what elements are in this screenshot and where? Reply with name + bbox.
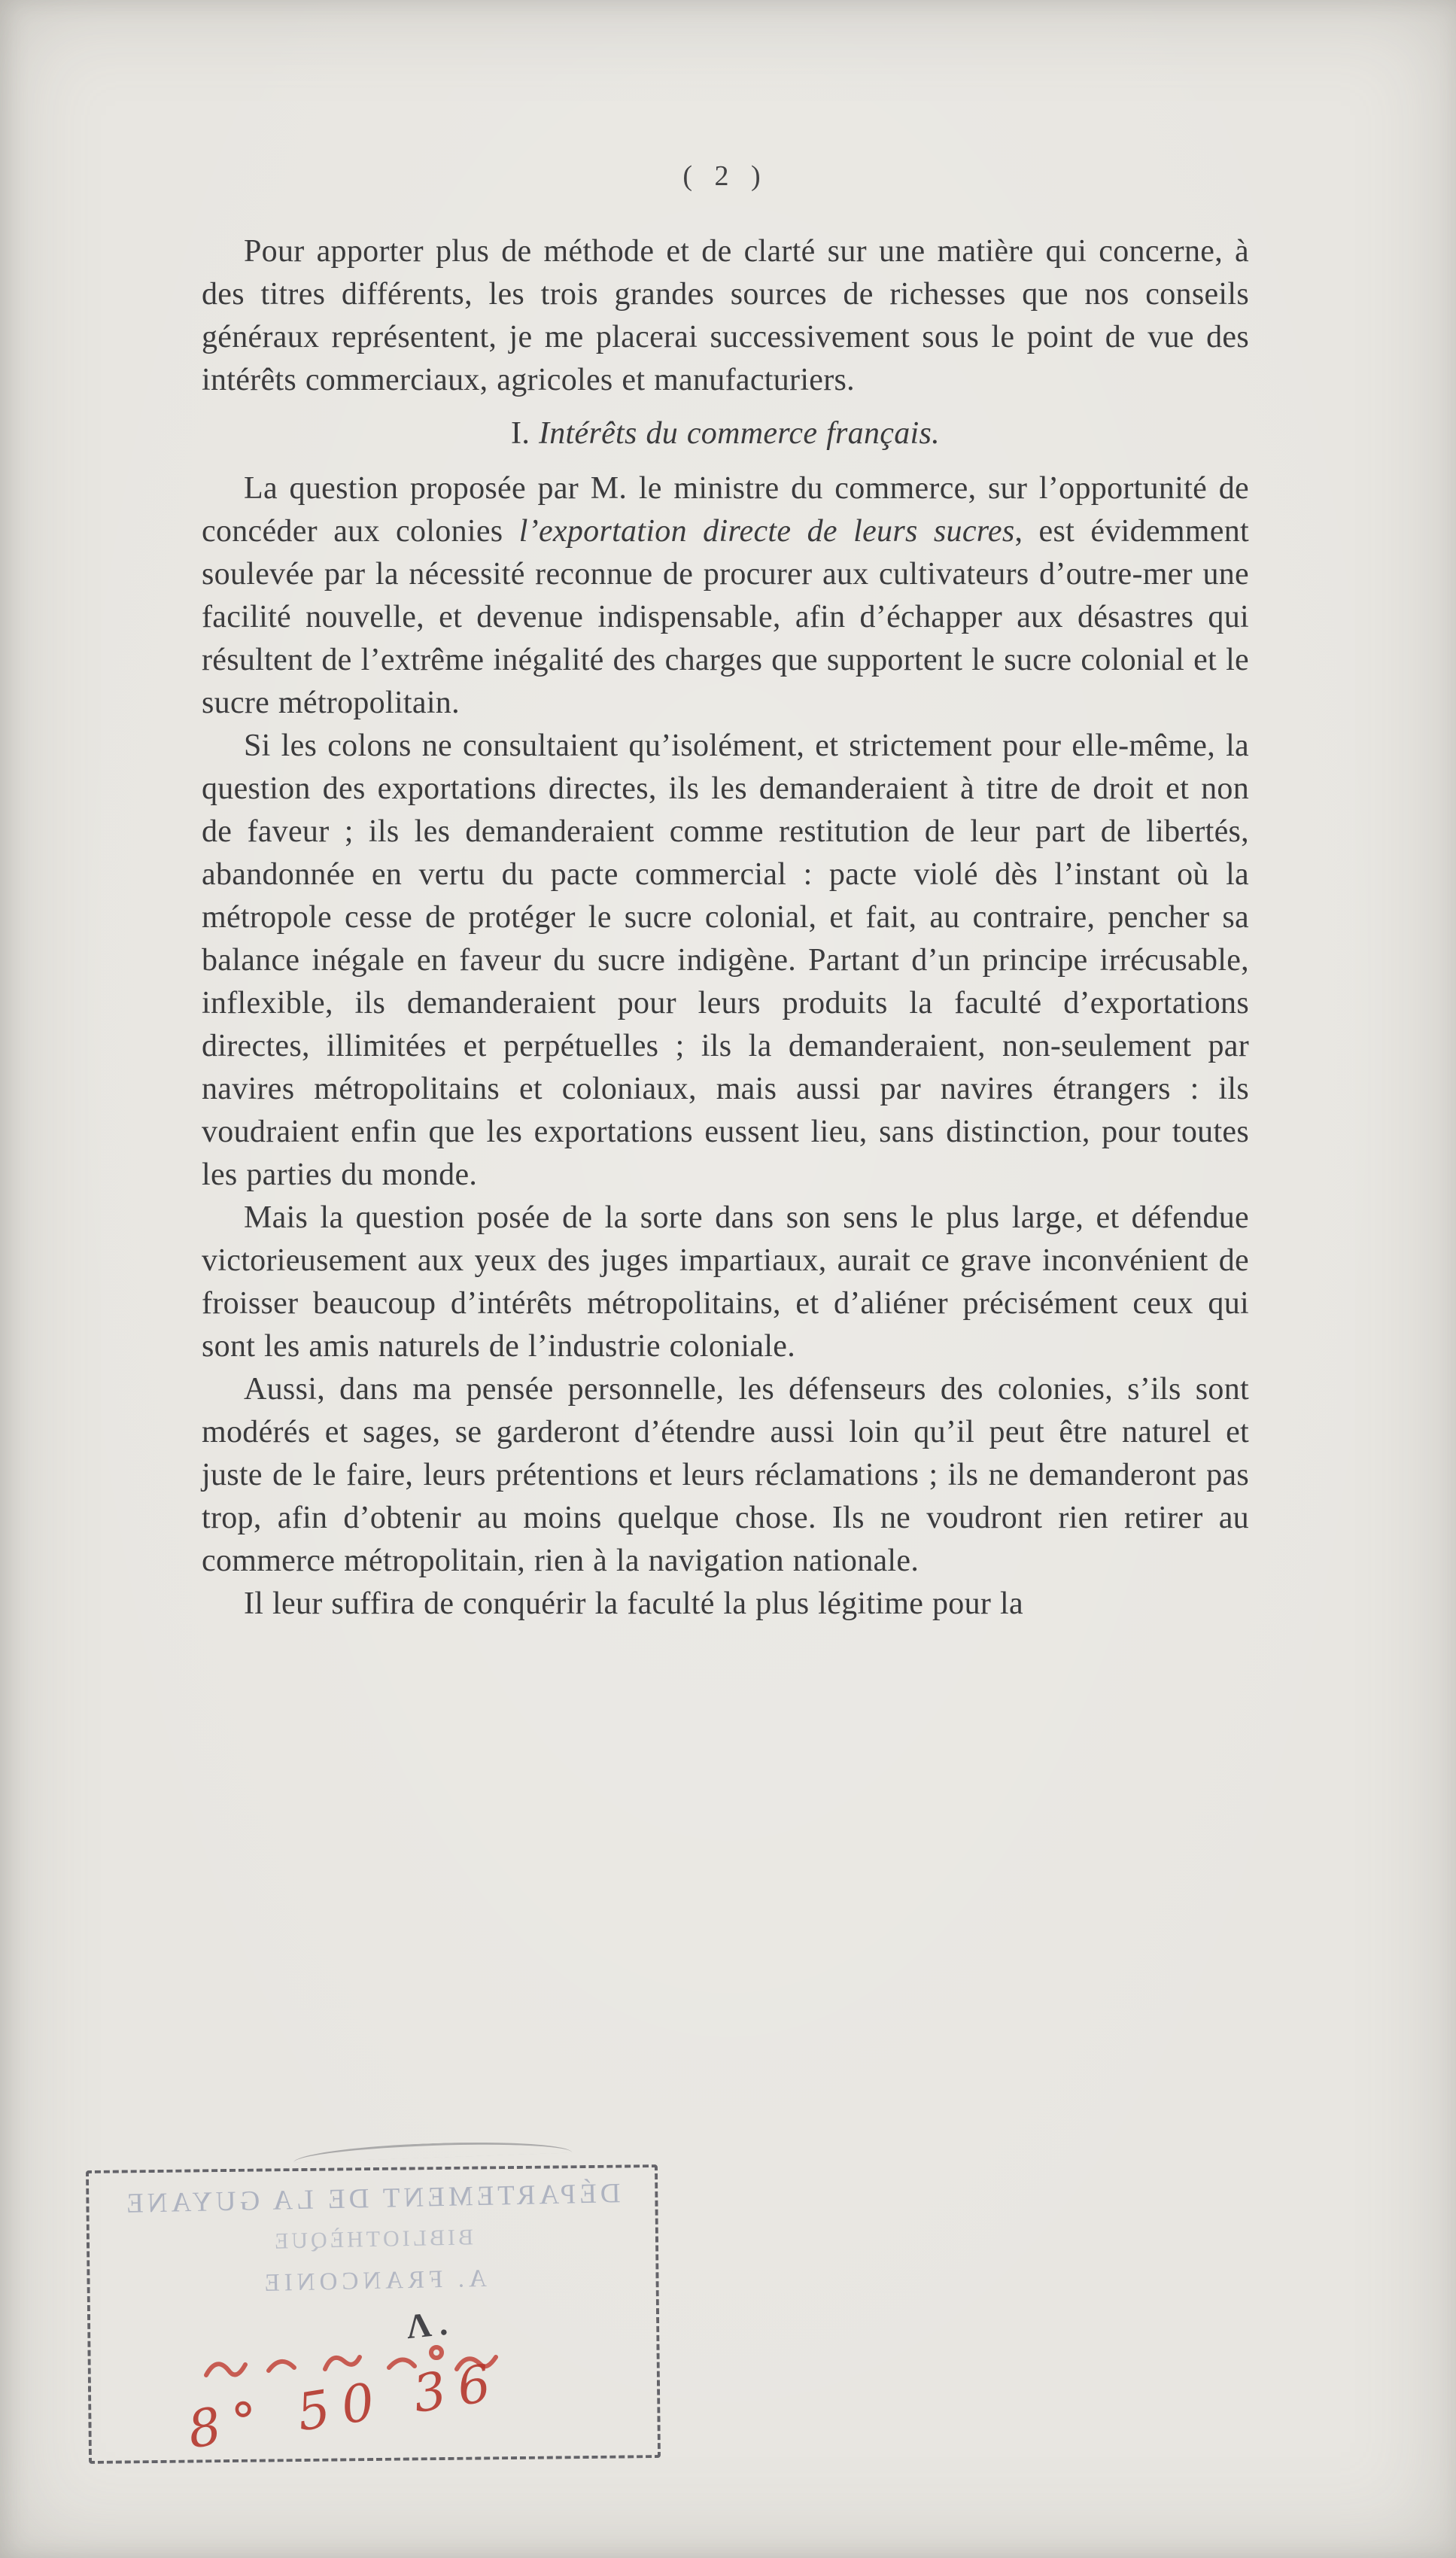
text-block	[202, 230, 1249, 1626]
section-numeral: I.	[511, 416, 530, 451]
paragraph-2	[202, 467, 1249, 725]
red-shelfmark: 8° 50 36	[184, 2352, 507, 2461]
pen-mark: Λ.	[404, 2302, 457, 2347]
stamp-line-name: A. FRANCONIE	[260, 2264, 488, 2298]
library-stamp	[105, 2177, 641, 2301]
paragraph-5: Aussi, dans ma pensée personnelle, les défenseurs des colonies, s’ils sont modérés et sages, se garderont d’étendre aussi loin qu’il peut être naturel et juste de le faire, leurs prétentions et leurs réclamations ; ils ne demanderont pas trop, afin d’obtenir au moins quelque chose. Ils ne voudront rien retirer au commerce métropolitain, rien à la navigation nationale.	[202, 1372, 1249, 1578]
paragraph-3: Si les colons ne consultaient qu’isolément, et strictement pour elle-même, la question des exportations directes, ils les demanderaient à titre de droit et non de faveur ; ils les demanderaient comme restitution de leur part de libertés, abandonnée en vertu du pacte commercial : pacte violé dès l’instant où la métropole cesse de protéger le sucre colonial, et fait, au contraire, pencher sa balance inégale en faveur du sucre indigène. Partant d’un principe irrécusable, inflexible, ils demanderaient pour leurs produits la faculté d’exportations directes, illimitées et perpétuelles ; ils la demanderaient, non-seulement par navires métropolitains et coloniaux, mais aussi par navires étrangers : ils voudraient enfin que les exportations eussent lieu, sans distinction, pour toutes les parties du monde.	[202, 728, 1249, 1192]
pencil-smudge	[293, 2139, 572, 2163]
section-heading	[202, 412, 1249, 455]
paragraph-4: Mais la question posée de la sorte dans son sens le plus large, et défendue victorieusement aux yeux des juges impartiaux, aurait ce grave inconvénient de froisser beaucoup d’intérêts métropolitains, et d’aliéner précisément ceux qui sont les amis naturels de l’industrie coloniale.	[202, 1200, 1249, 1364]
paragraph-2-segment: La question proposée par M. le ministre du commerce, sur l’opportunité de concéder aux colonies	[202, 471, 1249, 549]
section-title: Intérêts du commerce français.	[538, 416, 940, 451]
paragraph-1: Pour apporter plus de méthode et de clarté sur une matière qui concerne, à des titres différents, les trois grandes sources de richesses que nos conseils généraux représentent, je me placerai successivement sous le point de vue des intérêts commerciaux, agricoles et manufacturiers.	[202, 234, 1249, 397]
page-number: ( 2 )	[682, 160, 768, 192]
paragraph-2-italic-phrase: l’exportation directe de leurs sucres	[518, 514, 1015, 549]
paragraph-2-segment: , est évidemment soulevée par la nécessité reconnue de procurer aux cultivateurs d’outre-mer une facilité nouvelle, et devenue indispensable, afin d’échapper aux désastres qui résultent de l’extrême inégalité des charges que supportent le sucre colonial et le sucre métropolitain.	[202, 514, 1249, 720]
stamp-line-department: DÉPARTEMENT DE LA GUYANE	[122, 2178, 621, 2219]
stamp-line-library: BIBLIOTHÈQUE	[271, 2225, 474, 2254]
paragraph-6: Il leur suffira de conquérir la faculté la plus légitime pour la	[244, 1586, 1023, 1621]
